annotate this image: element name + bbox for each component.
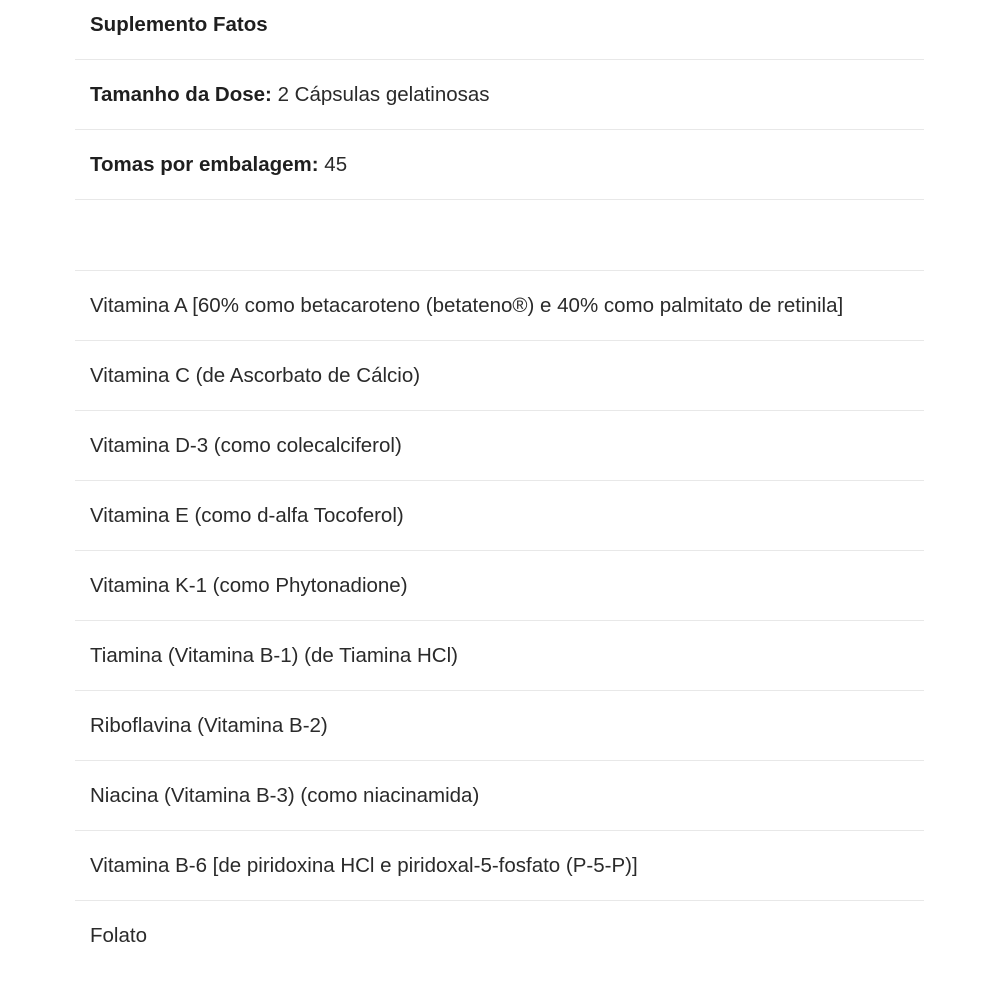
ingredient-name: Tiamina (Vitamina B-1) (de Tiamina HCl) <box>90 643 458 667</box>
ingredient-row <box>75 691 924 761</box>
servings-per-container-value: 45 <box>324 152 348 176</box>
ingredient-row <box>75 551 924 621</box>
supplement-facts-table <box>75 0 924 971</box>
ingredient-name: Vitamina C (de Ascorbato de Cálcio) <box>90 363 421 387</box>
table-title: Suplemento Fatos <box>90 12 268 36</box>
ingredient-name: Riboflavina (Vitamina B-2) <box>90 713 328 737</box>
servings-per-container-row <box>75 130 924 200</box>
table-title-row <box>75 0 924 60</box>
ingredient-name: Vitamina D-3 (como colecalciferol) <box>90 433 402 457</box>
ingredient-name: Vitamina B-6 [de piridoxina HCl e piridoxal-5-fosfato (P-5-P)] <box>90 853 638 877</box>
ingredient-row <box>75 271 924 341</box>
ingredient-row <box>75 621 924 691</box>
ingredient-row <box>75 901 924 971</box>
ingredient-row <box>75 831 924 901</box>
servings-per-container-label: Tomas por embalagem: <box>90 152 319 176</box>
ingredient-row <box>75 761 924 831</box>
ingredient-row <box>75 411 924 481</box>
serving-size-value: 2 Cápsulas gelatinosas <box>277 82 490 106</box>
ingredient-row <box>75 341 924 411</box>
serving-size-label: Tamanho da Dose: <box>90 82 272 106</box>
ingredient-name: Niacina (Vitamina B-3) (como niacinamida) <box>90 783 480 807</box>
ingredient-row <box>75 481 924 551</box>
serving-size-row <box>75 60 924 130</box>
ingredient-name: Vitamina E (como d-alfa Tocoferol) <box>90 503 404 527</box>
ingredient-name: Folato <box>90 924 147 947</box>
ingredient-name: Vitamina A [60% como betacaroteno (betateno®) e 40% como palmitato de retinila] <box>90 293 844 317</box>
ingredient-name: Vitamina K-1 (como Phytonadione) <box>90 573 408 597</box>
empty-row <box>75 200 924 271</box>
